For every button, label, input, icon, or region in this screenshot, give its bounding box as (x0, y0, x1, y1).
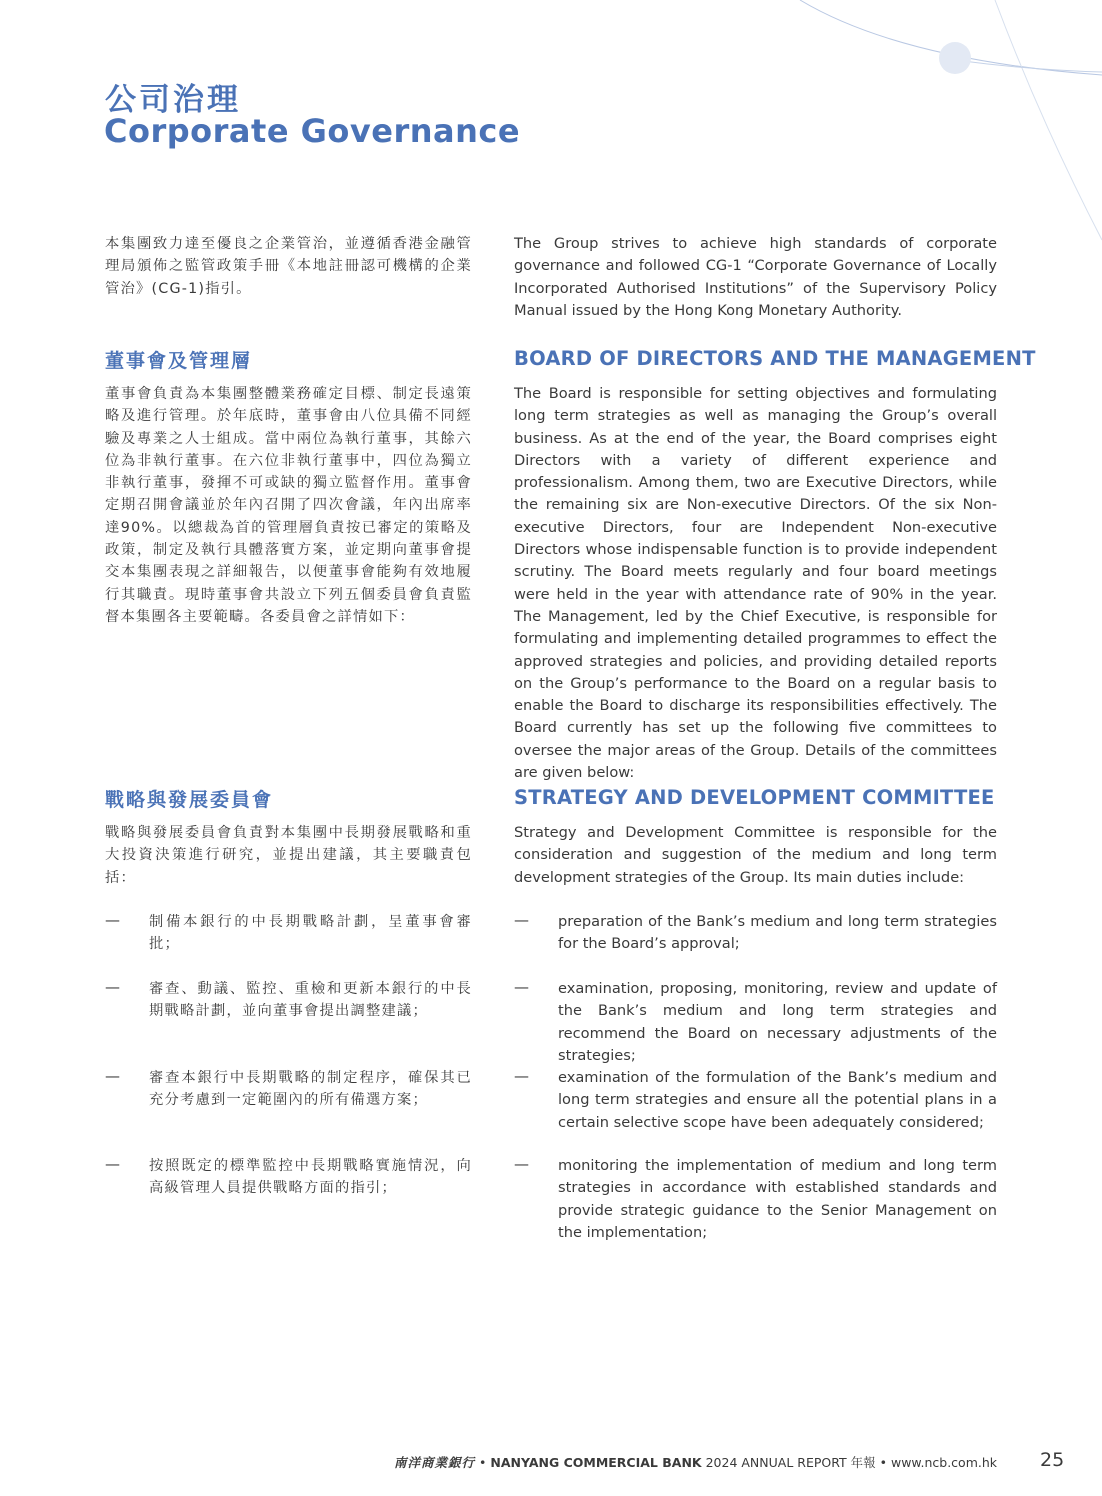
board-paragraph-english: The Board is responsible for setting objectives and formulating long term strategies as well as managing the Group’s overall business. As at the end of the year, the Board comprises eight Directors with a variety of different experience and professionalism. Among them, two are Executive Directors, while the remaining six are Non-executive Directors. Of the six Non-executive Directors, four are Independent Non-executive Directors whose indispensable function is to provide independent scrutiny. The Board meets regularly and four board meetings were held in the year with attendance rate of 90% in the year. The Management, led by the Chief Executive, is responsible for formulating and implementing detailed programmes to effect the approved strategies and policies, and providing detailed reports on the Group’s performance to the Board on a regular basis to enable the Board to discharge its responsibilities effectively. The Board currently has set up the following five committees to oversee the major areas of the Group. Details of the committees are given below: (514, 385, 997, 782)
duty-item-chinese: 審查、動議、監控、重檢和更新本銀行的中長期戰略計劃，並向董事會提出調整建議； (149, 981, 472, 1020)
board-heading-chinese: 董事會及管理層 (105, 350, 253, 372)
website-link[interactable]: www.ncb.com.hk (890, 1455, 997, 1470)
page-title-chinese: 公司治理 (105, 82, 241, 118)
list-dash: — (105, 1067, 120, 1085)
page-number: 25 (1040, 1449, 1065, 1471)
board-paragraph-chinese: 董事會負責為本集團整體業務確定目標、制定長遠策略及進行管理。於年底時，董事會由八位具備不同經驗及專業之人士組成。當中兩位為執行董事，其餘六位為非執行董事。在六位非執行董事中，四位為獨立非執行董事，發揮不可或缺的獨立監督作用。董事會定期召開會議並於年內召開了四次會議，年內出席率達90%。以總裁為首的管理層負責按已審定的策略及政策，制定及執行具體落實方案，並定期向董事會提交本集團表現之詳細報告，以便董事會能夠有效地履行其職責。現時董事會共設立下列五個委員會負責監督本集團各主要範疇。各委員會之詳情如下： (105, 386, 472, 625)
strategy-paragraph-english: Strategy and Development Committee is responsible for the consideration and suggestion of the medium and long term development strategies of the Group. Its main duties include: (514, 824, 997, 886)
duty-item-chinese: 審查本銀行中長期戰略的制定程序，確保其已充分考慮到一定範圍內的所有備選方案； (149, 1070, 472, 1109)
strategy-heading-chinese: 戰略與發展委員會 (105, 789, 274, 811)
duty-item-english: preparation of the Bank’s medium and long term strategies for the Board’s approval; (558, 913, 997, 953)
list-dash: — (105, 1155, 120, 1173)
footer-bullet: • (879, 1455, 887, 1470)
duty-item-english: examination, proposing, monitoring, review and update of the Bank’s medium and long term strategies and recommend the Board on necessary adjustments of the strategies; (558, 980, 997, 1064)
list-dash: — (514, 1155, 529, 1173)
bank-name-english: NANYANG COMMERCIAL BANK (490, 1455, 702, 1470)
list-dash: — (514, 1067, 529, 1085)
intro-paragraph-english: The Group strives to achieve high standards of corporate governance and followed CG-1 “Corporate Governance of Locally Incorporated Authorised Institutions” of the Supervisory Policy Manual issued by the Hong Kong Monetary Authority. (514, 235, 997, 319)
list-dash: — (514, 911, 529, 929)
board-heading-english: BOARD OF DIRECTORS AND THE MANAGEMENT (514, 347, 1036, 370)
duty-item-chinese: 按照既定的標準監控中長期戰略實施情況，向高級管理人員提供戰略方面的指引； (149, 1158, 472, 1197)
page-footer (390, 1453, 997, 1471)
footer-bullet: • (479, 1455, 487, 1470)
duty-item-english: monitoring the implementation of medium and long term strategies in accordance with established standards and provide strategic guidance to the Senior Management on the implementation; (558, 1157, 997, 1241)
list-dash: — (105, 911, 120, 929)
strategy-paragraph-chinese: 戰略與發展委員會負責對本集團中長期發展戰略和重大投資決策進行研究，並提出建議，其主要職責包括： (105, 825, 472, 886)
duty-item-english: examination of the formulation of the Bank’s medium and long term strategies and ensure all the potential plans in a certain selective scope have been adequately considered; (558, 1069, 997, 1131)
strategy-heading-english: STRATEGY AND DEVELOPMENT COMMITTEE (514, 786, 995, 809)
bank-name-chinese: 南洋商業銀行 (394, 1455, 476, 1470)
report-label: 2024 ANNUAL REPORT 年報 (705, 1455, 876, 1470)
intro-paragraph-chinese: 本集團致力達至優良之企業管治，並遵循香港金融管理局頒佈之監管政策手冊《本地註冊認可機構的企業管治》(CG-1)指引。 (105, 236, 472, 297)
duty-item-chinese: 制備本銀行的中長期戰略計劃，呈董事會審批； (149, 914, 472, 953)
list-dash: — (514, 978, 529, 996)
list-dash: — (105, 978, 120, 996)
page-title-english: Corporate Governance (104, 112, 521, 150)
